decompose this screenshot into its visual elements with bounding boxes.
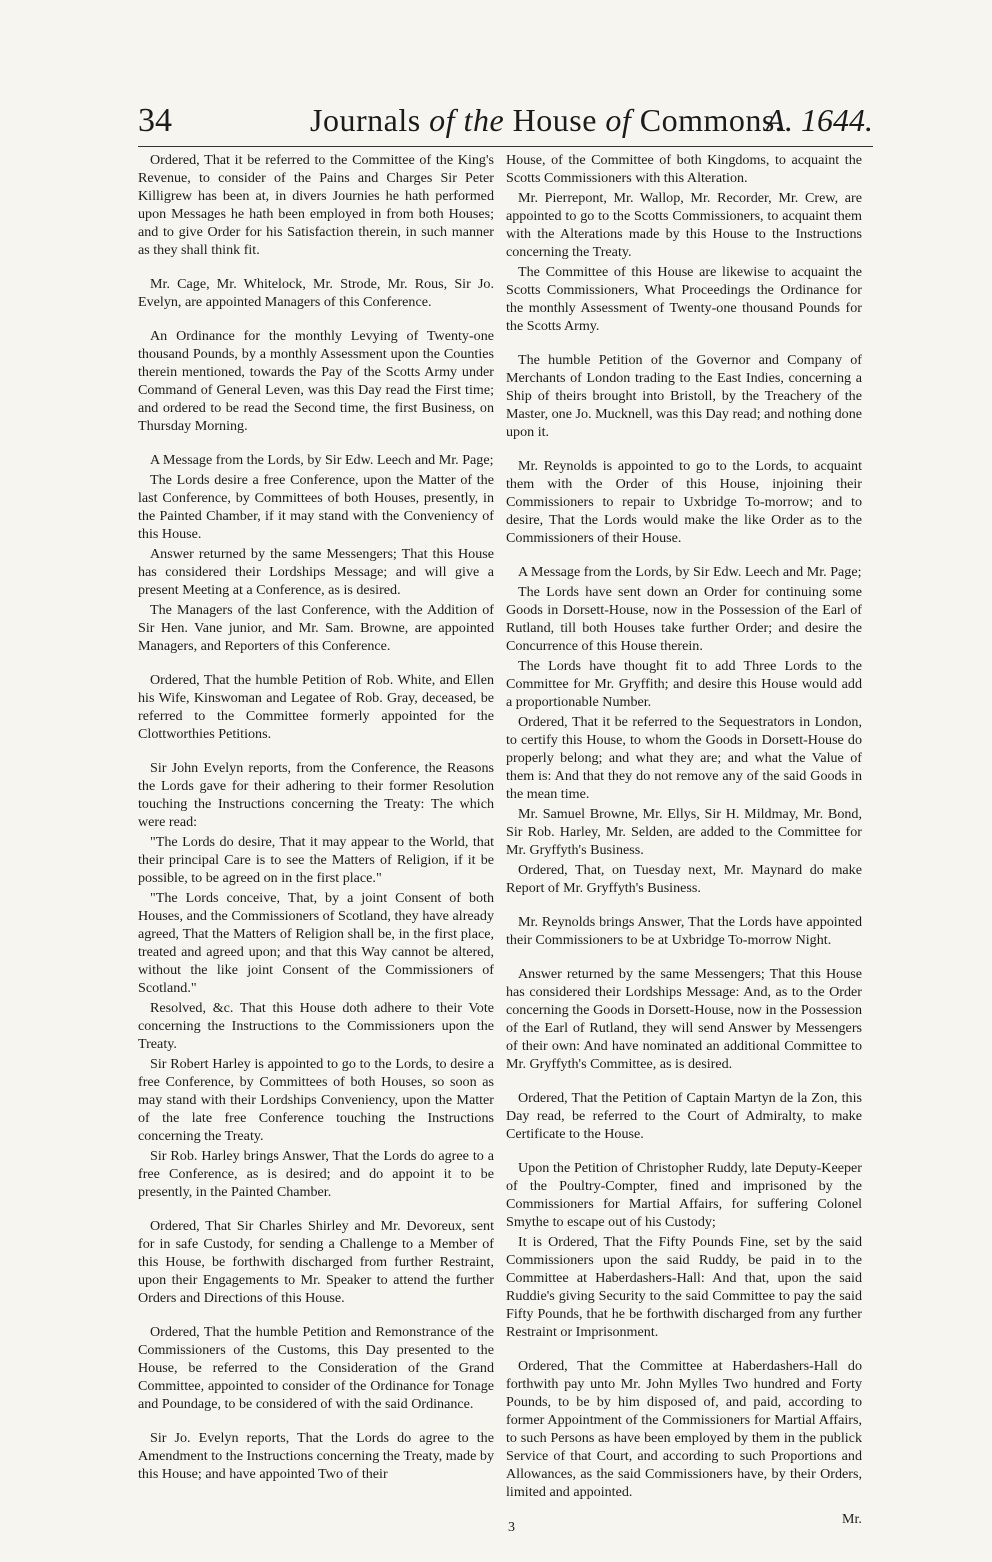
entry-customs-petition: Ordered, That the humble Petition and Remonstrance of the Commissioners of the Customs, this Day presented to the House, be referred to the Consideration of the Grand Committee, appointed to consider of the Ordinance for Tonage and Poundage, to be considered of with the said Ordinance. [138,1324,494,1412]
entry-sequestrators: Ordered, That it be referred to the Sequestrators in London, to certify this House, to whom the Goods in Dorsett-House do properly belong; and what they are; and what the Value of them is: And that they do not remove any of the said Goods in the mean time. [506,714,862,802]
left-column [138,151,494,1506]
entry-maynard-report: Ordered, That, on Tuesday next, Mr. Maynard do make Report of Mr. Gryffyth's Business. [506,862,862,896]
entry-evelyn-reports: Sir John Evelyn reports, from the Conference, the Reasons the Lords gave for their adhering to their former Resolution touching the Instructions concerning the Treaty: The which were read: [138,760,494,830]
header-year: A. 1644. [765,102,873,138]
entry-ruddy-petition: Upon the Petition of Christopher Ruddy, late Deputy-Keeper of the Poultry-Compter, fined and imprisoned by the Commissioners for Martial Affairs, for suffering Colonel Smythe to escape out of his Custody; [506,1160,862,1230]
running-title-of2: of [605,102,632,138]
entry-lords-desire: "The Lords do desire, That it may appear to the World, that their principal Care is to see the Matters of Religion, if it be possible, to be agreed on in the first place." [138,834,494,886]
running-title-the: the [463,102,505,138]
right-column [506,151,862,1506]
page-header [138,100,873,146]
entry-shirley-devoreux: Ordered, That Sir Charles Shirley and Mr. Devoreux, sent for in safe Custody, for sending a Challenge to a Member of this House, be forthwith discharged from further Restraint, upon their Engagements to Mr. Speaker to attend the further Orders and Directions of this House. [138,1218,494,1306]
entry-east-indies-petition: The humble Petition of the Governor and Company of Merchants of London trading to the East Indies, concerning a Ship of theirs brought into Bristoll, by the Treachery of the Master, one Jo. Mucknell, was this Day read; and nothing done upon it. [506,352,862,440]
entry-added-committee: Mr. Samuel Browne, Mr. Ellys, Sir H. Mildmay, Mr. Bond, Sir Rob. Harley, Mr. Selden, are added to the Committee for Mr. Gryffyth's Business. [506,806,862,858]
entry-scotts-alteration: House, of the Committee of both Kingdoms, to acquaint the Scotts Commissioners with this Alteration. [506,152,862,186]
running-title-commons: Commons. [639,102,784,138]
entry-mylles-payment: Ordered, That the Committee at Haberdashers-Hall do forthwith pay unto Mr. John Mylles Two hundred and Forty Pounds, to be by him disposed of, and paid, according to former Appointment of the Commissioners for Martial Affairs, to such Persons as have been employed by them in the publick Service of that Court, and according to such Proportions and Allowances, as the said Commissioners have, by their Orders, limited and appointed. [506,1358,862,1500]
entry-message-lords: A Message from the Lords, by Sir Edw. Leech and Mr. Page; [150,452,494,468]
entry-petition-white: Ordered, That the humble Petition of Rob. White, and Ellen his Wife, Kinswoman and Legatee of Rob. Gray, deceased, be referred to the Committee formerly appointed for the Clottworthies Petitions. [138,672,494,742]
entry-message-lords-2: A Message from the Lords, by Sir Edw. Leech and Mr. Page; [518,564,862,580]
entry-fifty-pounds: It is Ordered, That the Fifty Pounds Fine, set by the said Commissioners upon the said Ruddy, be paid in to the Committee at Haberdashers-Hall: And that, upon the said Ruddie's giving Security to the said Committee to pay the said Fifty Pounds, that he be forthwith discharged from any further Restraint or Imprisonment. [506,1234,862,1340]
entry-harley-answer: Sir Rob. Harley brings Answer, That the Lords do agree to a free Conference, as is desired; and do appoint it to be presently, in the Painted Chamber. [138,1148,494,1200]
entry-managers-addition: The Managers of the last Conference, with the Addition of Sir Hen. Vane junior, and Mr. Sam. Browne, are appointed Managers, and Reporters of this Conference. [138,602,494,654]
running-title [310,102,783,139]
catchword: Mr. [842,1512,862,1527]
entry-evelyn-amendment: Sir Jo. Evelyn reports, That the Lords do agree to the Amendment to the Instructions concerning the Treaty, made by this House; and have appointed Two of their [138,1430,494,1482]
signature-mark: 3 [508,1520,515,1535]
entry-killigrew: Ordered, That it be referred to the Committee of the King's Revenue, to consider of the Pains and Charges Sir Peter Killigrew has been at, in divers Journies he hath performed upon Messages he hath been employed in from both Houses; and to give Order for his Satisfaction therein, in such manner as they shall think fit. [138,152,494,258]
entry-resolved: Resolved, &c. That this House doth adhere to their Vote concerning the Instructions to the Commissioners upon the Treaty. [138,1000,494,1052]
entry-de-la-zon: Ordered, That the Petition of Captain Martyn de la Zon, this Day read, be referred to the Court of Admiralty, to make Certificate to the House. [506,1090,862,1142]
entry-harley-appointed: Sir Robert Harley is appointed to go to the Lords, to desire a free Conference, by Committees of both Houses, so soon as may stand with their Lordships Conveniency, upon the Matter of the late free Conference touching the Instructions concerning the Treaty. [138,1056,494,1144]
header-rule [138,146,873,147]
entry-committee-acquaint: The Committee of this House are likewise to acquaint the Scotts Commissioners, What Proceedings the Ordinance for the monthly Assessment of Twenty-one thousand Pounds for the Scotts Army. [506,264,862,334]
running-title-house: House [512,102,597,138]
entry-answer-returned: Answer returned by the same Messengers; That this House has considered their Lordships Message; and will give a present Meeting at a Conference, as is desired. [138,546,494,598]
entry-lords-conceive: "The Lords conceive, That, by a joint Consent of both Houses, and the Commissioners of Scotland, they have already agreed, That the Matters of Religion shall be, in the first place, treated and agreed upon; and that this Way cannot be altered, without the like joint Consent of the Commissioners of Scotland." [138,890,494,996]
entry-reynolds-answer: Mr. Reynolds brings Answer, That the Lords have appointed their Commissioners to be at Uxbridge To-morrow Night. [506,914,862,948]
entry-managers: Mr. Cage, Mr. Whitelock, Mr. Strode, Mr. Rous, Sir Jo. Evelyn, are appointed Managers of this Conference. [138,276,494,310]
entry-gryffith-lords: The Lords have thought fit to add Three Lords to the Committee for Mr. Gryffith; and desire this House would add a proportionable Number. [506,658,862,710]
entry-pierrepont: Mr. Pierrepont, Mr. Wallop, Mr. Recorder, Mr. Crew, are appointed to go to the Scotts Commissioners, to acquaint them with the Alterations made by this House to the Instructions concerning the Treaty. [506,190,862,260]
entry-free-conference: The Lords desire a free Conference, upon the Matter of the last Conference, by Committees of both Houses, presently, in the Painted Chamber, if it may stand with the Conveniency of this House. [138,472,494,542]
running-title-of: of [429,102,456,138]
entry-answer-dorsett: Answer returned by the same Messengers; That this House has considered their Lordships Message: And, as to the Order concerning the Goods in Dorsett-House, now in the Possession of the Earl of Rutland, they will send Answer by Messengers of their own: And have nominated an additional Committee to Mr. Gryffyth's Committee, as is desired. [506,966,862,1072]
page-number: 34 [138,102,172,139]
entry-ordinance-levying: An Ordinance for the monthly Levying of Twenty-one thousand Pounds, by a monthly Assessment upon the Counties therein mentioned, towards the Pay of the Scotts Army under Command of General Leven, was this Day read the First time; and ordered to be read the Second time, the first Business, on Thursday Morning. [138,328,494,434]
entry-reynolds-appointed: Mr. Reynolds is appointed to go to the Lords, to acquaint them with the Order of this House, injoining their Commissioners to repair to Uxbridge To-morrow; and to desire, That the Lords would make the like Order as to the Commissioners of their House. [506,458,862,546]
running-title-journals: Journals [310,102,421,138]
entry-dorsett-goods: The Lords have sent down an Order for continuing some Goods in Dorsett-House, now in the Possession of the Earl of Rutland, till both Houses take further Order; and desire the Concurrence of this House therein. [506,584,862,654]
